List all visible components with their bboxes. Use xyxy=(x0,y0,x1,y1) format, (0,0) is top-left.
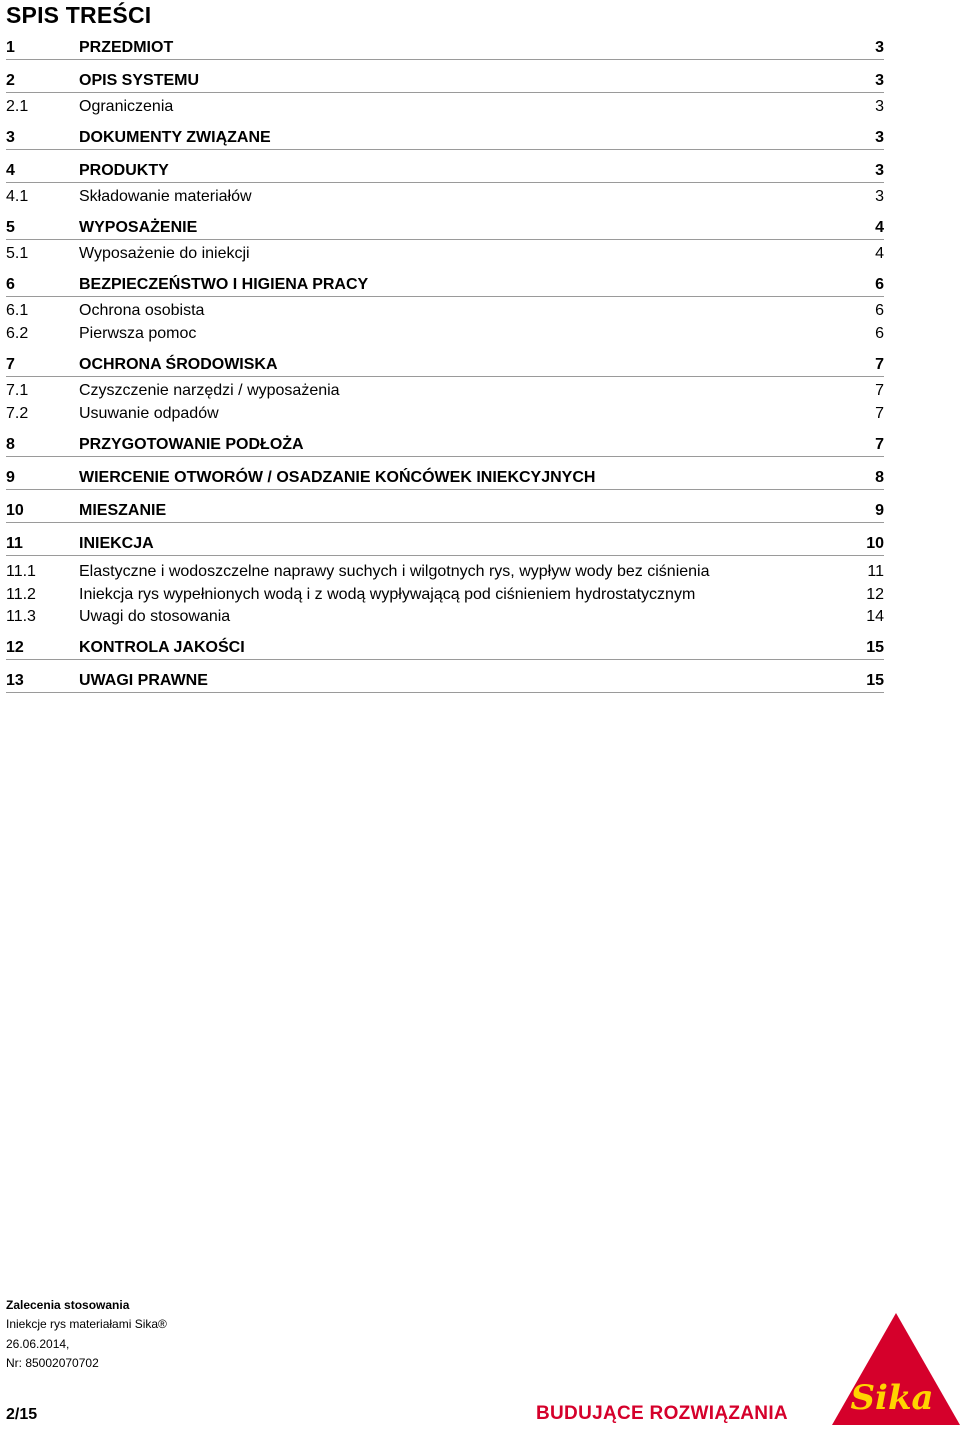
toc-entry-label: INIEKCJA xyxy=(79,535,154,552)
toc-entry-page: 4 xyxy=(875,245,884,262)
toc-entry-number: 4.1 xyxy=(6,188,29,205)
toc-subentry[interactable] xyxy=(6,606,884,628)
toc-entry-number: 13 xyxy=(6,672,24,689)
toc-entry-label: Iniekcja rys wypełnionych wodą i z wodą wypływającą pod ciśnieniem hydrostatycznym xyxy=(79,586,696,603)
toc-entry-label: KONTROLA JAKOŚCI xyxy=(79,639,245,656)
toc-entry-label: DOKUMENTY ZWIĄZANE xyxy=(79,129,271,146)
toc-entry-number: 5.1 xyxy=(6,245,29,262)
toc-entry[interactable] xyxy=(6,160,884,183)
toc-subentry[interactable] xyxy=(6,380,884,402)
toc-entry-number: 2 xyxy=(6,72,15,89)
toc-subentry[interactable] xyxy=(6,96,884,118)
toc-entry-label: Czyszczenie narzędzi / wyposażenia xyxy=(79,382,340,399)
toc-subentry[interactable] xyxy=(6,561,884,583)
toc-entry[interactable] xyxy=(6,217,884,240)
toc-entry-number: 11.2 xyxy=(6,586,36,603)
toc-entry-number: 11 xyxy=(6,535,23,552)
brand-slogan: BUDUJĄCE ROZWIĄZANIA xyxy=(536,1403,788,1424)
toc-entry-number: 6.1 xyxy=(6,302,29,319)
footer-doc-number: Nr: 85002070702 xyxy=(6,1356,99,1370)
toc-entry-page: 8 xyxy=(875,469,884,486)
toc-entry-label: UWAGI PRAWNE xyxy=(79,672,208,689)
toc-entry-number: 11.1 xyxy=(6,563,36,580)
toc-entry-label: PRZYGOTOWANIE PODŁOŻA xyxy=(79,436,304,453)
toc-entry-label: Wyposażenie do iniekcji xyxy=(79,245,250,262)
toc-entry-label: Składowanie materiałów xyxy=(79,188,252,205)
toc-entry-label: PRODUKTY xyxy=(79,162,169,179)
logo-wordmark: Sika xyxy=(850,1378,934,1418)
toc-entry-page: 3 xyxy=(875,188,884,205)
toc-entry[interactable] xyxy=(6,274,884,297)
footer-doc-type: Zalecenia stosowania xyxy=(6,1298,130,1312)
toc-entry[interactable] xyxy=(6,467,884,490)
toc-subentry[interactable] xyxy=(6,243,884,265)
toc-entry-label: WYPOSAŻENIE xyxy=(79,219,198,236)
registered-mark-icon: ® xyxy=(943,1379,953,1394)
toc-subentry[interactable] xyxy=(6,323,884,345)
toc-entry-label: Usuwanie odpadów xyxy=(79,405,219,422)
toc-entry-page: 7 xyxy=(875,436,884,453)
footer-date: 26.06.2014, xyxy=(6,1337,70,1351)
toc-entry-number: 7.1 xyxy=(6,382,29,399)
toc-entry[interactable] xyxy=(6,127,884,150)
toc-entry-label: BEZPIECZEŃSTWO I HIGIENA PRACY xyxy=(79,276,369,293)
toc-entry-number: 10 xyxy=(6,502,24,519)
toc-entry-page: 7 xyxy=(875,356,884,373)
toc-entry[interactable] xyxy=(6,37,884,60)
footer-doc-title: Iniekcje rys materiałami Sika® xyxy=(6,1317,167,1331)
toc-entry[interactable] xyxy=(6,500,884,523)
toc-entry-number: 6.2 xyxy=(6,325,29,342)
toc-entry-number: 6 xyxy=(6,276,15,293)
toc-subentry[interactable] xyxy=(6,584,884,606)
toc-entry-label: Uwagi do stosowania xyxy=(79,608,231,625)
toc-entry-number: 2.1 xyxy=(6,98,29,115)
toc-entry-page: 3 xyxy=(875,39,884,56)
toc-entry-page: 3 xyxy=(875,72,884,89)
toc-entry-page: 3 xyxy=(875,162,884,179)
toc-entry-label: OCHRONA ŚRODOWISKA xyxy=(79,356,278,373)
toc-entry-number: 7.2 xyxy=(6,405,29,422)
sika-logo-icon xyxy=(832,1313,960,1425)
toc-entry[interactable] xyxy=(6,434,884,457)
toc-subentry[interactable] xyxy=(6,403,884,425)
toc-entry[interactable] xyxy=(6,637,884,660)
toc-entry-number: 5 xyxy=(6,219,15,236)
toc-entry-number: 9 xyxy=(6,469,15,486)
toc-entry-page: 3 xyxy=(875,98,884,115)
toc-entry[interactable] xyxy=(6,354,884,377)
toc-entry-label: PRZEDMIOT xyxy=(79,39,174,56)
toc-entry[interactable] xyxy=(6,70,884,93)
toc-entry-number: 12 xyxy=(6,639,24,656)
toc-entry-label: Elastyczne i wodoszczelne naprawy suchych i wilgotnych rys, wypływ wody bez ciśnienia xyxy=(79,563,710,580)
toc-entry-page: 9 xyxy=(875,502,884,519)
toc-entry-page: 3 xyxy=(875,129,884,146)
toc-entry-number: 7 xyxy=(6,356,15,373)
toc-entry-label: Ograniczenia xyxy=(79,98,174,115)
toc-entry[interactable] xyxy=(6,670,884,693)
toc-entry-page: 4 xyxy=(875,219,884,236)
toc-entry-number: 3 xyxy=(6,129,15,146)
toc-entry-page: 10 xyxy=(866,535,884,552)
toc-entry-page: 14 xyxy=(866,608,884,625)
toc-entry-number: 8 xyxy=(6,436,15,453)
toc-entry-label: Pierwsza pomoc xyxy=(79,325,197,342)
toc-entry-number: 1 xyxy=(6,39,15,56)
page-number: 2/15 xyxy=(6,1406,38,1423)
toc-entry-page: 6 xyxy=(875,302,884,319)
toc-entry-number: 4 xyxy=(6,162,15,179)
toc-subentry[interactable] xyxy=(6,300,884,322)
toc-entry-page: 6 xyxy=(875,325,884,342)
toc-entry-page: 15 xyxy=(866,672,884,689)
toc-entry-page: 15 xyxy=(866,639,884,656)
toc-entry-label: OPIS SYSTEMU xyxy=(79,72,200,89)
toc-entry-label: WIERCENIE OTWORÓW / OSADZANIE KOŃCÓWEK INIEKCYJNYCH xyxy=(79,469,596,486)
toc-subentry[interactable] xyxy=(6,186,884,208)
toc-entry-page: 12 xyxy=(866,586,884,603)
page-title: SPIS TREŚCI xyxy=(6,2,152,28)
toc-entry-page: 7 xyxy=(875,382,884,399)
toc-entry-label: Ochrona osobista xyxy=(79,302,205,319)
toc-entry-number: 11.3 xyxy=(6,608,36,625)
toc-entry[interactable] xyxy=(6,533,884,556)
toc-entry-label: MIESZANIE xyxy=(79,502,167,519)
toc-entry-page: 11 xyxy=(867,563,884,580)
toc-entry-page: 7 xyxy=(875,405,884,422)
toc-entry-page: 6 xyxy=(875,276,884,293)
